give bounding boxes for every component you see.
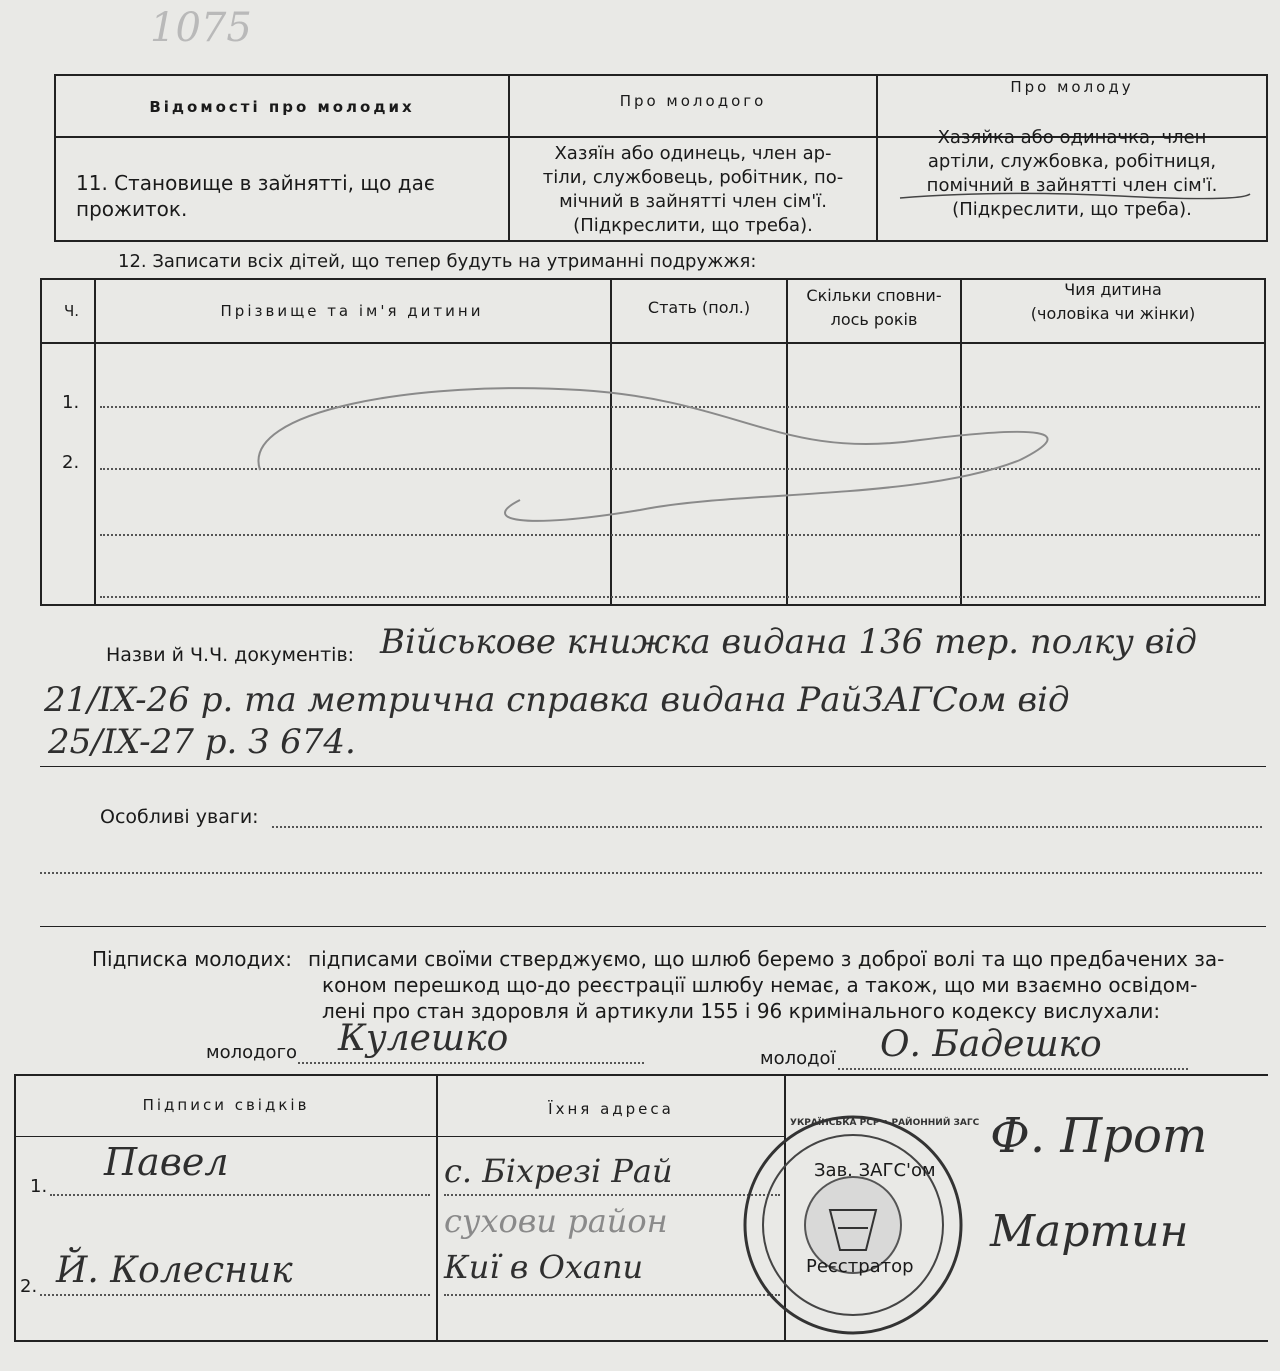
groom-occupation-line2: тіли, службовець, робітник, по- bbox=[542, 167, 844, 188]
bride-occupation-line4: (Підкреслити, що треба). bbox=[952, 199, 1192, 220]
witness-address-line2: сухови район bbox=[444, 1202, 668, 1240]
witness1-signature: Павел bbox=[104, 1140, 229, 1184]
witness2-signature: Й. Колесник bbox=[56, 1250, 293, 1291]
witness-address-line3: Киї в Охапи bbox=[444, 1248, 644, 1286]
header-info-about-couple: Відомості про молодих bbox=[149, 98, 415, 116]
pledge-label: Підписка молодих: bbox=[92, 947, 292, 971]
documents-handwriting-line1: Військове книжка видана 136 тер. полку від bbox=[380, 622, 1197, 662]
col-whose-line1: Чия дитина bbox=[1064, 280, 1162, 299]
seal-text: УКРАЇНСЬКА РСР • РАЙОННИЙ ЗАГС bbox=[790, 1118, 980, 1128]
registrar-label: Реєстратор bbox=[806, 1256, 914, 1277]
groom-occupation-line3: мічний в зайнятті член сім'ї. bbox=[559, 191, 827, 212]
official-seal bbox=[738, 1110, 968, 1340]
registry-head-label: Зав. ЗАГС'ом bbox=[814, 1160, 936, 1181]
groom-occupation-text bbox=[512, 142, 874, 238]
bride-signature-label: молодої bbox=[760, 1048, 836, 1069]
archive-mark: 1075 bbox=[150, 5, 252, 51]
col-age-header bbox=[788, 284, 960, 332]
pledge-text bbox=[308, 946, 1268, 1024]
pledge-line2: коном перешкод що-до реєстрації шлюбу немає, а також, що ми взаємно освідом- bbox=[322, 973, 1198, 997]
groom-occupation-line1: Хазяїн або одинець, член ар- bbox=[554, 143, 832, 164]
col-age-line1: Скільки сповни- bbox=[806, 286, 942, 305]
col-witness-address: Їхня адреса bbox=[548, 1100, 674, 1118]
row11-label: 11. Становище в зайнятті, що дає прожиток. bbox=[76, 171, 435, 221]
col-number-header: Ч. bbox=[64, 302, 80, 320]
col-whose-line2: (чоловіка чи жінки) bbox=[1030, 304, 1196, 323]
witness-address-line1: с. Біхрезі Рай bbox=[444, 1152, 673, 1190]
header-about-bride: Про молоду bbox=[1010, 78, 1134, 96]
bride-occupation-line3: помічний в зайнятті член сім'ї. bbox=[926, 175, 1218, 196]
documents-handwriting-line3: 25/IX-27 р. З 674. bbox=[48, 722, 356, 762]
documents-handwriting-line2: 21/IX-26 р. та метрична справка видана РайЗАГСом від bbox=[44, 680, 1070, 720]
child-row1-number: 1. bbox=[62, 392, 80, 413]
child-row2-number: 2. bbox=[62, 452, 80, 473]
documents-label: Назви й Ч.Ч. документів: bbox=[106, 644, 355, 666]
col-age-line2: лось років bbox=[830, 310, 918, 329]
witness-row1-number: 1. bbox=[30, 1176, 48, 1197]
section12-title: 12. Записати всіх дітей, що тепер будуть на утриманні подружжя: bbox=[118, 251, 757, 272]
registrar-signature: Мартин bbox=[990, 1206, 1189, 1257]
col-witness-signatures: Підписи свідків bbox=[142, 1096, 310, 1114]
bride-occupation-line2: артіли, службовка, робітниця, bbox=[927, 151, 1217, 172]
bride-occupation-text bbox=[880, 126, 1264, 222]
remarks-label: Особливі уваги: bbox=[100, 806, 259, 828]
col-sex-header: Стать (пол.) bbox=[647, 298, 751, 317]
header-about-groom: Про молодого bbox=[619, 92, 767, 110]
bride-signature: О. Бадешко bbox=[880, 1024, 1102, 1065]
groom-signature: Кулешко bbox=[338, 1018, 509, 1059]
underline-mark bbox=[880, 186, 1260, 206]
col-child-name-header: Прізвище та ім'я дитини bbox=[220, 302, 484, 320]
registry-head-signature: Ф. Прот bbox=[990, 1108, 1208, 1164]
groom-signature-label: молодого bbox=[206, 1042, 298, 1063]
bride-occupation-line1: Хазяйка або одиначка, член bbox=[937, 127, 1207, 148]
col-whose-header bbox=[962, 278, 1264, 326]
pledge-line3: лені про стан здоровля й артикули 155 і 96 кримінального кодексу вислухали: bbox=[322, 999, 1161, 1023]
cancellation-flourish bbox=[220, 370, 1080, 550]
pledge-line1: підписами своїми стверджуємо, що шлюб беремо з доброї волі та що предбачених за- bbox=[308, 947, 1225, 971]
witness-row2-number: 2. bbox=[20, 1276, 38, 1297]
groom-occupation-line4: (Підкреслити, що треба). bbox=[573, 215, 813, 236]
